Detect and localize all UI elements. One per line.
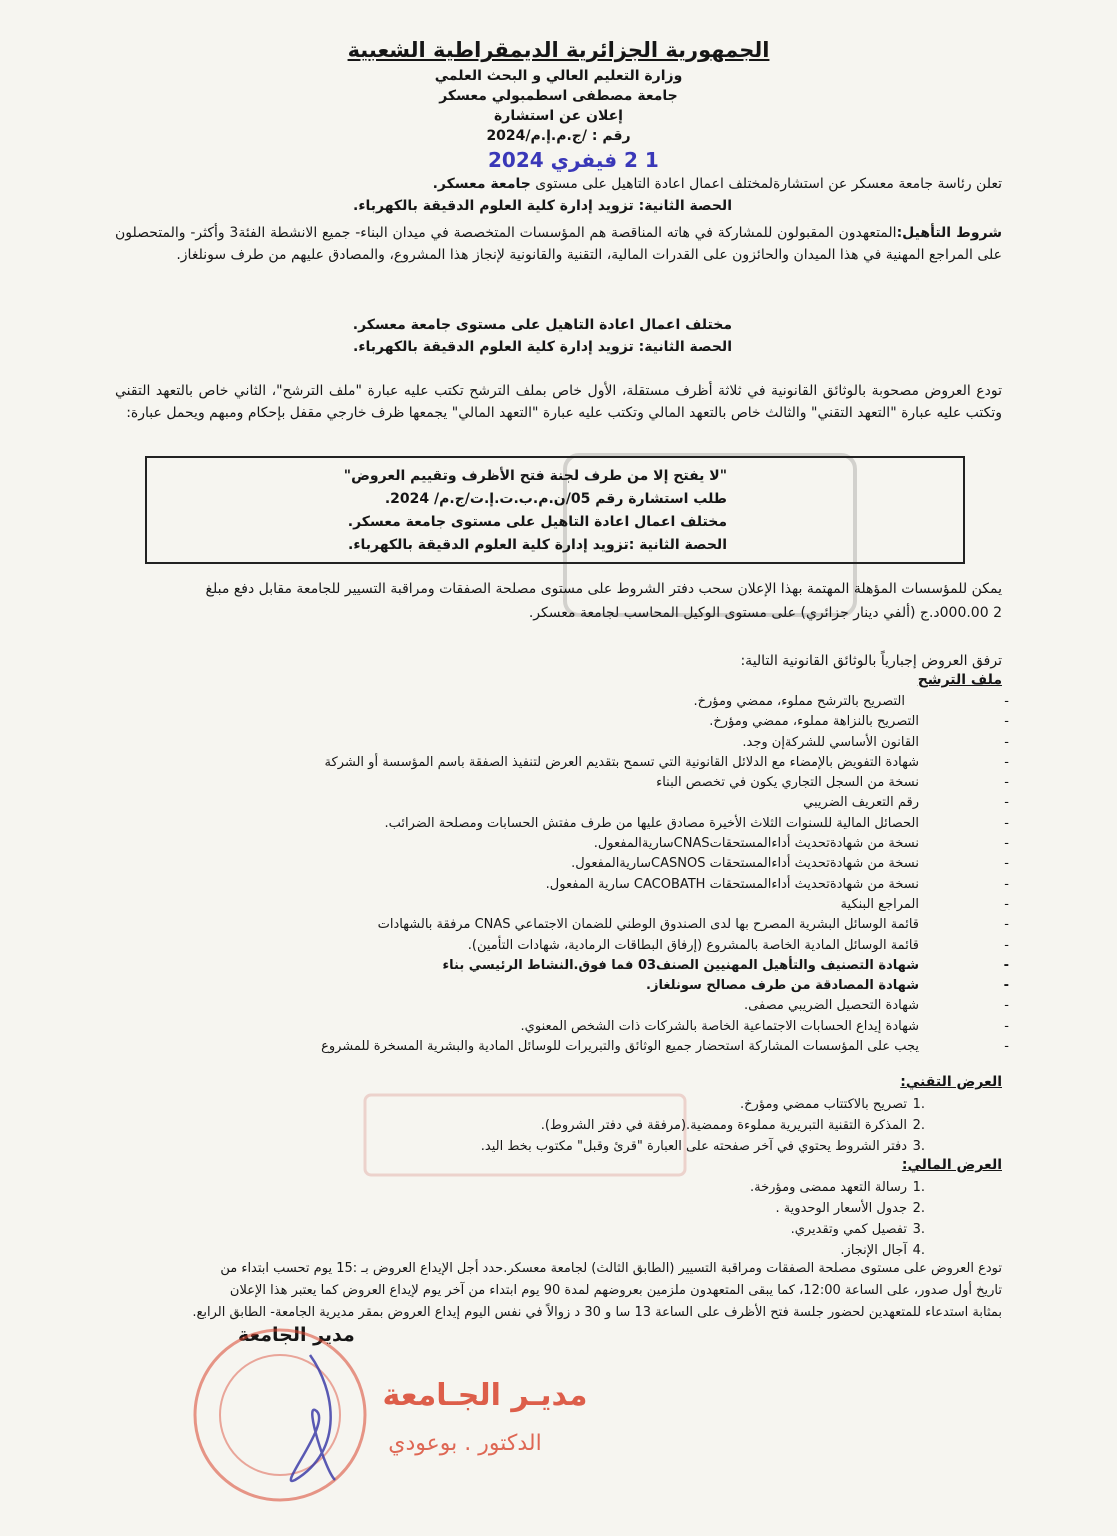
list-item: .1 رسالة التعهد ممضى ومؤرخة. (749, 1180, 925, 1195)
list-item: .1 تصريح بالاكتتاب ممضي ومؤرخ. (739, 1097, 925, 1112)
deposit-line-1: تودع العروض على مستوى مصلحة الصفقات ومراقبة التسيير (الطابق الثالث) لجامعة معسكر.حدد أجل الإيداع العروض بـ :15 يوم تحسب ابتداء من (220, 1261, 1002, 1276)
list-item: - الحصائل المالية للسنوات الثلاث الأخيرة مصادق عليها من طرف مفتش الحسابات ومصلحة الضرائب. (321, 814, 919, 834)
subject-line-2: الحصة الثانية: تزويد إدارة كلية العلوم الدقيقة بالكهرباء. (353, 339, 732, 355)
list-item: .2 جدول الأسعار الوحدوية . (775, 1201, 925, 1216)
conditions-text: المتعهدون المقبولون للمشاركة في هاته المناقصة هم المؤسسات المتخصصة في ميدان البناء- جميع الانشطة الفئة3 وأكثر- والمتحصلون على المراجع المهنية في هذا الميدان والحائزون على القدرات المالية، التقنية والقانونية لإنجاز هذا المشروع، والمصادق عليهم من طرف سونلغاز. (115, 225, 1002, 263)
box-line-2: طلب استشارة رقم 05/ن.م.ب.ت.إ.ت/ج.م/ 2024. (384, 491, 727, 507)
list-item: - شهادة التحصيل الضريبي مصفى. (321, 996, 919, 1016)
deposit-line-3: بمثابة استدعاء للمتعهدين لحضور جلسة فتح الأظرف على الساعة 13 سا و 30 د زوالاً في نفس اليوم إيداع العروض بمقر مديرية الجامعة- الطابق الرابع. (192, 1305, 1002, 1320)
intro-lot: الحصة الثانية: تزويد إدارة كلية العلوم الدقيقة بالكهرباء. (353, 198, 732, 214)
list-item: - شهادة المصادقة من طرف مصالح سونلغاز. (321, 976, 919, 996)
envelope-label-box (145, 456, 965, 564)
ministry-name: وزارة التعليم العالي و البحث العلمي (434, 68, 683, 84)
intro-line (115, 173, 1002, 195)
notice-title: إعلان عن استشارة (494, 108, 623, 124)
list-item: - نسخة من شهادةتحديث أداءالمستحقاتCNASساريةالمفعول. (321, 834, 919, 854)
list-item: - شهادة التفويض بالإمضاء مع الدلائل القانونية التي تسمح بتقديم العرض لتنفيذ الصفقة باسم المؤسسة أو الشركة (321, 753, 919, 773)
candidacy-list (321, 692, 919, 1057)
list-item: - قائمة الوسائل البشرية المصرح بها لدى الصندوق الوطني للضمان الاجتماعي CNAS مرفقة بالشهادات (321, 915, 919, 935)
list-item: - القانون الأساسي للشركةإن وجد. (321, 733, 919, 753)
box-line-4: الحصة الثانية :تزويد إدارة كلية العلوم الدقيقة بالكهرباء. (348, 537, 727, 553)
list-item: - قائمة الوسائل المادية الخاصة بالمشروع (إرفاق البطاقات الرمادية، شهادات التأمين). (321, 936, 919, 956)
list-item: - يجب على المؤسسات المشاركة استحضار جميع الوثائق والتبريرات للوسائل المادية والبشرية المسخرة للمشروع (321, 1037, 919, 1057)
seal-name: الدكتور . بوعودي (388, 1431, 542, 1456)
list-item: .4 آجال الإنجاز. (840, 1243, 925, 1258)
list-item: - نسخة من شهادةتحديث أداءالمستحقات CACOBATH سارية المفعول. (321, 875, 919, 895)
intro-text: تعلن رئاسة جامعة معسكر عن استشارةلمختلف اعمال اعادة التاهيل على مستوى (530, 176, 1002, 192)
seal-title: مديـر الجـامعة (382, 1378, 588, 1413)
financial-list (749, 1177, 925, 1261)
conditions-paragraph (115, 222, 1002, 266)
list-item: .3 تفصيل كمي وتقديري. (790, 1222, 925, 1237)
withdrawal-line-1: يمكن للمؤسسات المؤهلة المهتمة بهذا الإعلان سحب دفتر الشروط على مستوى مصلحة الصفقات ومراقبة التسيير للجامعة مقابل دفع مبلغ (205, 581, 1002, 597)
financial-title: العرض المالي: (901, 1157, 1002, 1173)
deposit-line-2: تاريخ أول صدور، على الساعة 12:00، كما يبقى المتعهدون ملزمين بعروضهم لمدة 90 يوم ابتداء من آخر يوم لإيداع العروض كما يعتبر هذا الإعلان (229, 1283, 1002, 1298)
list-item: - التصريح بالترشح مملوء، ممضي ومؤرخ. (321, 692, 919, 712)
republic-title: الجمهورية الجزائرية الديمقراطية الشعبية (347, 38, 770, 62)
list-item: - رقم التعريف الضريبي (321, 793, 919, 813)
list-item: - المراجع البنكية (321, 895, 919, 915)
box-line-3: مختلف اعمال اعادة التاهيل على مستوى جامعة معسكر. (347, 514, 727, 530)
list-item: .3 دفتر الشروط يحتوي في آخر صفحته على العبارة "قرئ وقبل" مكتوب بخط اليد. (480, 1139, 925, 1154)
list-item: .2 المذكرة التقنية التبريرية مملوءة وممضية.(مرفقة في دفتر الشروط). (540, 1118, 925, 1133)
list-item: - نسخة من شهادةتحديث أداءالمستحقات CASNOSساريةالمفعول. (321, 854, 919, 874)
documents-intro: ترفق العروض إجبارياً بالوثائق القانونية التالية: (740, 653, 1002, 669)
list-item: - نسخة من السجل التجاري يكون في تخصص البناء (321, 773, 919, 793)
envelopes-paragraph: تودع العروض مصحوبة بالوثائق القانونية في ثلاثة أظرف مستقلة، الأول خاص بملف الترشح تكتب عليه عبارة "ملف الترشح"، الثاني خاص بالتعهد التقني وتكتب عليه عبارة "التعهد التقني" والثالث خاص بالتعهد المالي وتكتب عليه عبارة "التعهد المالي" يجمعها ظرف خارجي مقفل بإحكام ومبهم ويحمل عبارة: (115, 383, 1002, 421)
official-seal-icon (185, 1330, 588, 1520)
list-item: - التصريح بالنزاهة مملوء، ممضي ومؤرخ. (321, 712, 919, 732)
date-stamp: 1 2 فيفري 2024 (488, 148, 659, 172)
signature-title: مدير الجامعة (238, 1324, 355, 1346)
subject-line-1: مختلف اعمال اعادة التاهيل على مستوى جامعة معسكر. (352, 317, 732, 333)
candidacy-title: ملف الترشح (917, 672, 1002, 688)
technical-title: العرض التقني: (900, 1074, 1002, 1090)
withdrawal-line-2: 2 000.00د.ج (ألفي دينار جزائري) على مستوى الوكيل المحاسب لجامعة معسكر. (528, 605, 1002, 621)
box-line-1: "لا يفتح إلا من طرف لجنة فتح الأظرف وتقييم العروض" (343, 468, 727, 484)
list-item: - شهادة التصنيف والتأهيل المهنيين الصنف03 فما فوق.النشاط الرئيسي بناء (321, 956, 919, 976)
reference-number: رقم : /ج.م.إ.م/2024 (486, 128, 631, 144)
intro-university: جامعة معسكر. (432, 176, 531, 192)
technical-list (480, 1094, 925, 1157)
university-name: جامعة مصطفى اسطمبولي معسكر (439, 88, 678, 104)
list-item: - شهادة إيداع الحسابات الاجتماعية الخاصة بالشركات ذات الشخص المعنوي. (321, 1017, 919, 1037)
conditions-label: شروط التأهيل: (896, 225, 1003, 241)
